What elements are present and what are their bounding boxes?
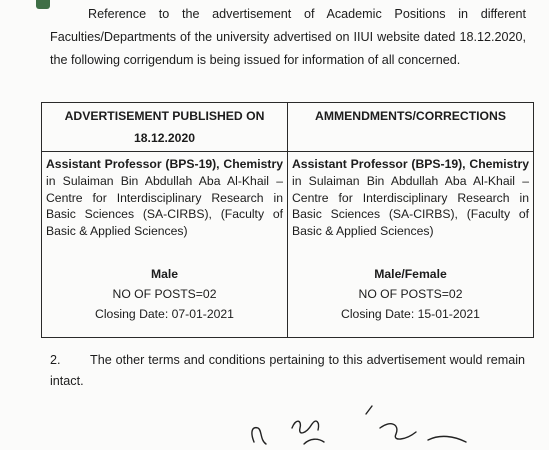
amended-gender: Male/Female <box>374 266 447 281</box>
note-paragraph <box>50 350 525 392</box>
handwritten-signature <box>240 398 540 450</box>
corrigendum-table <box>41 102 534 338</box>
amended-closing-date: Closing Date: 15-01-2021 <box>341 306 480 321</box>
header-amendments: AMMENDMENTS/CORRECTIONS <box>288 103 534 152</box>
table-row <box>42 152 534 338</box>
corner-mark <box>36 0 50 9</box>
amended-cell <box>288 152 534 338</box>
intro-text: Reference to the advertisement of Academic Positions in different Faculties/Departments of the university advertised on IIUI website dated 18.12.2020, the following corrigendum is being issued for information of all concerned. <box>50 7 526 67</box>
amended-posts: NO OF POSTS=02 <box>358 286 463 301</box>
amended-details <box>292 264 529 324</box>
published-gender: Male <box>150 266 179 281</box>
amended-position: Assistant Professor (BPS-19), Chemistry <box>292 157 529 171</box>
header-published: ADVERTISEMENT PUBLISHED ON 18.12.2020 <box>42 103 288 152</box>
note-number: 2. <box>50 353 61 367</box>
published-closing-date: Closing Date: 07-01-2021 <box>95 306 234 321</box>
published-cell <box>42 152 288 338</box>
published-description-block <box>46 156 283 240</box>
amended-description-block <box>292 156 529 240</box>
amended-description: in Sulaiman Bin Abdullah Aba Al-Khail – Centre for Interdisciplinary Research in Basic Sciences (SA-CIRBS), (Faculty of Basic & Applied Sciences) <box>292 173 529 239</box>
published-posts: NO OF POSTS=02 <box>112 286 217 301</box>
intro-paragraph <box>50 3 526 72</box>
published-description: in Sulaiman Bin Abdullah Aba Al-Khail – Centre for Interdisciplinary Research in Basic Sciences (SA-CIRBS), (Faculty of Basic & Applied Sciences) <box>46 173 283 239</box>
published-position: Assistant Professor (BPS-19), Chemistry <box>46 157 283 171</box>
published-details <box>46 264 283 324</box>
table-header-row <box>42 103 534 152</box>
note-text: The other terms and conditions pertaining to this advertisement would remain intact. <box>50 353 525 388</box>
